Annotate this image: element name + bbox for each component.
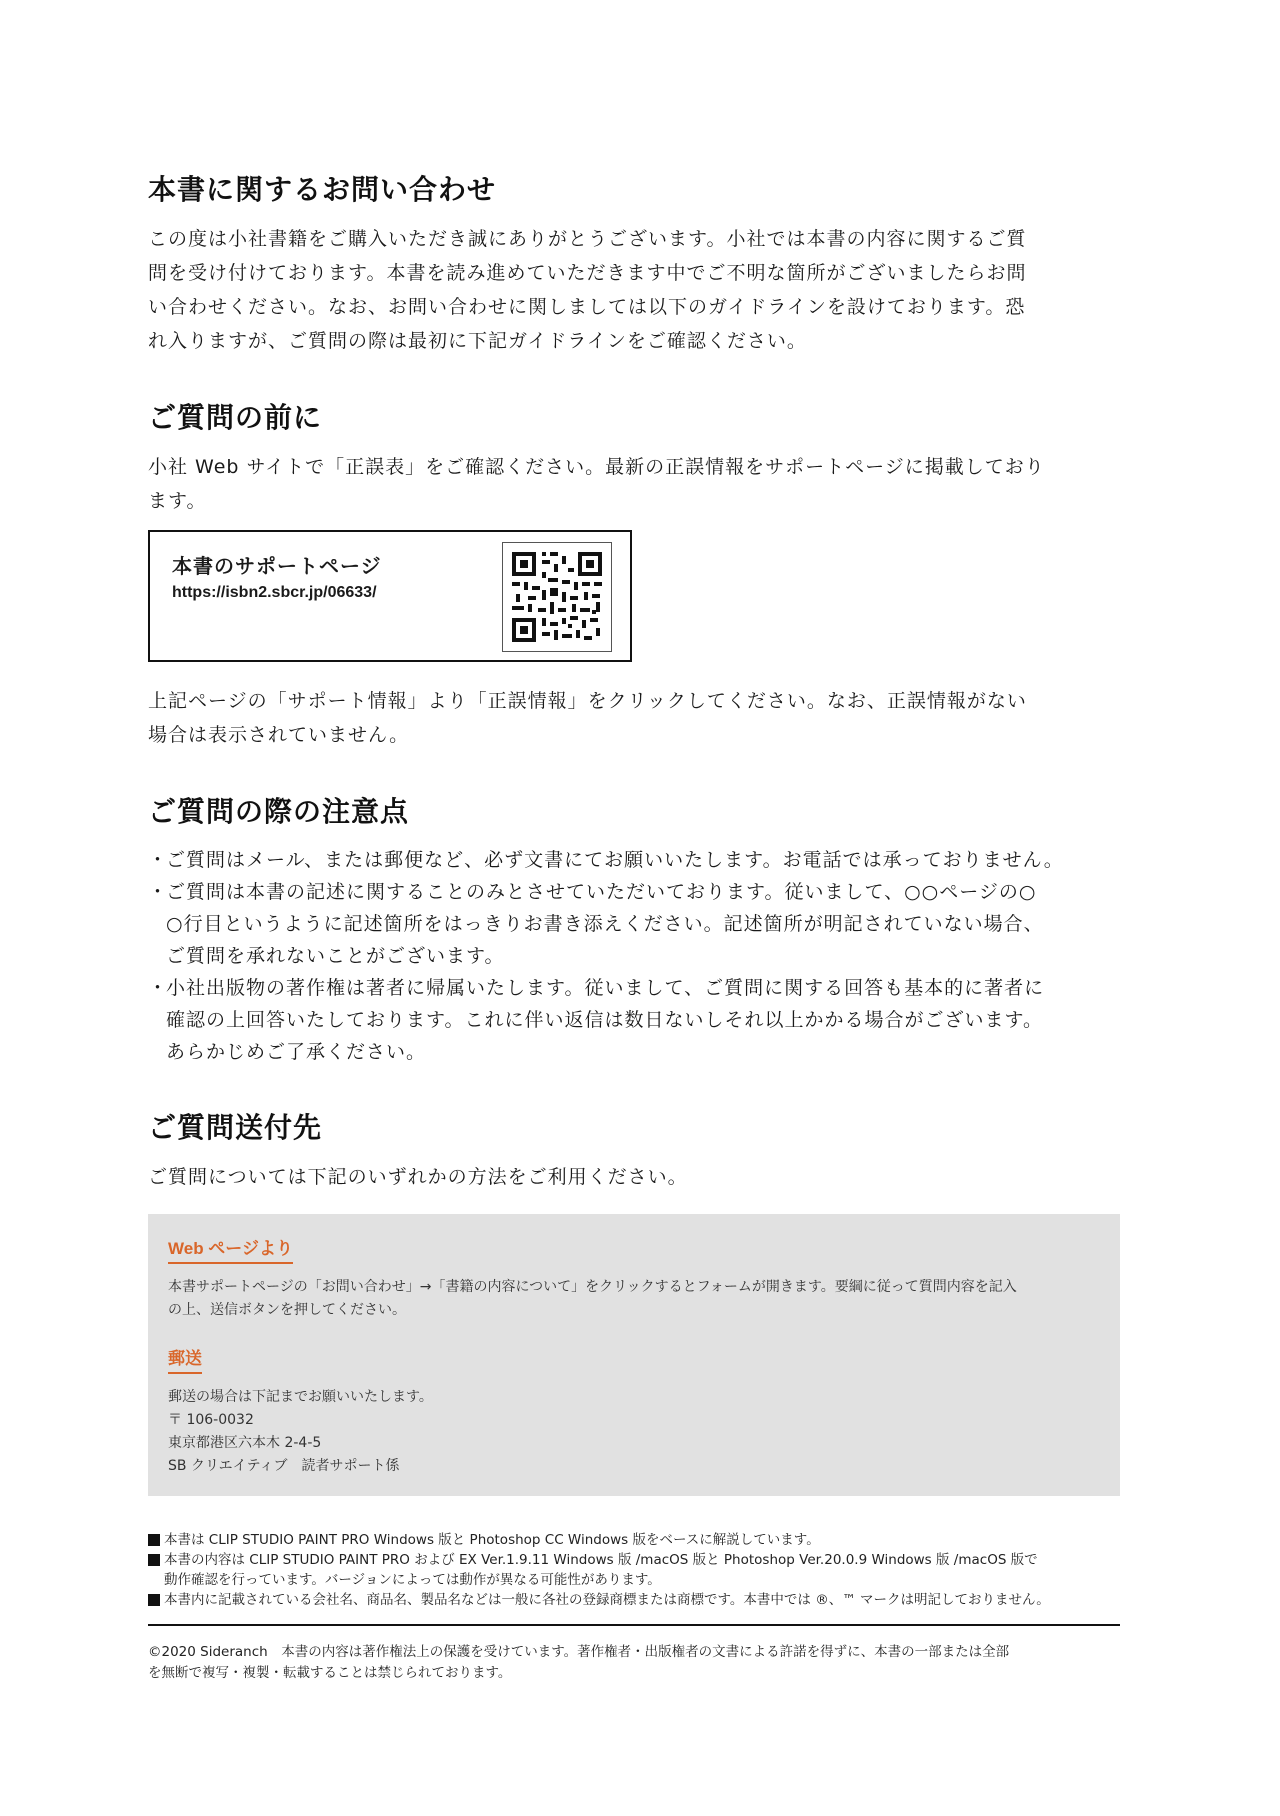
copyright-line: を無断で複写・複製・転載することは禁じられております。 — [148, 1665, 512, 1681]
caution-section — [148, 790, 1120, 1068]
send-intro: ご質問については下記のいずれかの方法をご利用ください。 — [148, 1166, 688, 1188]
support-page-box — [148, 530, 632, 662]
inquiry-line: この度は小社書籍をご購入いただき誠にありがとうございます。小社では本書の内容に関するご質 — [148, 228, 1027, 250]
caution-item — [148, 972, 1120, 1068]
before-line: ます。 — [148, 490, 207, 512]
caution-item-line: ご質問を承れないことがございます。 — [166, 945, 505, 967]
bullet-icon: ・ — [148, 881, 169, 903]
postal-code: 〒 106-0032 — [168, 1412, 254, 1428]
notes — [148, 1530, 1120, 1610]
caution-item-line: あらかじめご了承ください。 — [166, 1041, 427, 1063]
note-item: 本書内に記載されている会社名、商品名、製品名などは一般に各社の登録商標または商標です。本書中では ®、™ マークは明記しておりません。 — [148, 1590, 1120, 1610]
document-page — [148, 168, 1120, 1684]
contact-box — [148, 1214, 1120, 1496]
web-page-line: 本書サポートページの「お問い合わせ」→「書籍の内容について」をクリックするとフォームが開きます。要綱に従って質問内容を記入 — [168, 1279, 1017, 1295]
before-after-line: 場合は表示されていません。 — [148, 724, 410, 746]
bullet-icon: ・ — [148, 977, 169, 999]
square-bullet-icon — [148, 1554, 160, 1566]
inquiry-line: 問を受け付けております。本書を読み進めていただきます中でご不明な箇所がございましたらお問 — [148, 262, 1027, 284]
mail-address: 東京都港区六本木 2-4-5 — [168, 1435, 322, 1451]
before-section — [148, 396, 1120, 752]
inquiry-line: れ入りますが、ご質問の際は最初に下記ガイドラインをご確認ください。 — [148, 330, 807, 352]
mail-block — [168, 1344, 1100, 1478]
before-line: 小社 Web サイトで「正誤表」をご確認ください。最新の正誤情報をサポートページに掲載しており — [148, 456, 1045, 478]
send-heading: ご質問送付先 — [148, 1111, 323, 1144]
mail-line: 郵送の場合は下記までお願いいたします。 — [168, 1389, 433, 1405]
support-page-label: 本書のサポートページ — [172, 554, 382, 578]
qr-code-icon — [502, 542, 612, 652]
inquiry-line: い合わせください。なお、お問い合わせに関しましては以下のガイドラインを設けております。恐 — [148, 296, 1026, 318]
web-page-title[interactable]: Web ページより — [168, 1234, 293, 1264]
inquiry-heading: 本書に関するお問い合わせ — [148, 173, 497, 206]
caution-item-line: ○行目というように記述箇所をはっきりお書き添えください。記述箇所が明記されていない場合、 — [166, 913, 1044, 935]
caution-item-line: ご質問は本書の記述に関することのみとさせていただいております。従いまして、○○ページの○ — [166, 881, 1037, 903]
note-item: 本書の内容は CLIP STUDIO PAINT PRO および EX Ver.1.9.11 Windows 版 /macOS 版と Photoshop Ver.20.0.9 Windows 版 /macOS 版で — [148, 1550, 1120, 1570]
before-heading: ご質問の前に — [148, 401, 323, 434]
mail-title: 郵送 — [168, 1344, 202, 1374]
caution-item-line: 確認の上回答いたしております。これに伴い返信は数日ないしそれ以上かかる場合がございます。 — [166, 1009, 1043, 1031]
divider — [148, 1624, 1120, 1626]
copyright-footer — [148, 1642, 1120, 1684]
caution-list — [148, 844, 1120, 1068]
caution-item-line: 小社出版物の著作権は著者に帰属いたします。従いまして、ご質問に関する回答も基本的に著者に — [166, 977, 1045, 999]
caution-item-line: ご質問はメール、または郵便など、必ず文書にてお願いいたします。お電話では承っておりません。 — [166, 849, 1064, 871]
inquiry-section — [148, 168, 1120, 358]
web-page-line: の上、送信ボタンを押してください。 — [168, 1302, 406, 1318]
copyright-line: ©2020 Sideranch 本書の内容は著作権法上の保護を受けています。著作権者・出版権者の文書による許諾を得ずに、本書の一部または全部 — [148, 1644, 1010, 1660]
caution-item — [148, 844, 1120, 876]
note-item: 本書は CLIP STUDIO PAINT PRO Windows 版と Photoshop CC Windows 版をベースに解説しています。 — [148, 1530, 1120, 1550]
support-page-url[interactable]: https://isbn2.sbcr.jp/06633/ — [172, 584, 377, 601]
qr-code-graphic — [512, 552, 602, 642]
square-bullet-icon — [148, 1534, 160, 1546]
mail-recipient: SB クリエイティブ 読者サポート係 — [168, 1458, 400, 1474]
caution-heading: ご質問の際の注意点 — [148, 795, 410, 828]
send-section — [148, 1106, 1120, 1496]
bullet-icon: ・ — [148, 849, 169, 871]
note-item-continued: 動作確認を行っています。バージョンによっては動作が異なる可能性があります。 — [164, 1572, 661, 1588]
caution-item — [148, 876, 1120, 972]
before-after-line: 上記ページの「サポート情報」より「正誤情報」をクリックしてください。なお、正誤情報がない — [148, 690, 1027, 712]
square-bullet-icon — [148, 1594, 160, 1606]
